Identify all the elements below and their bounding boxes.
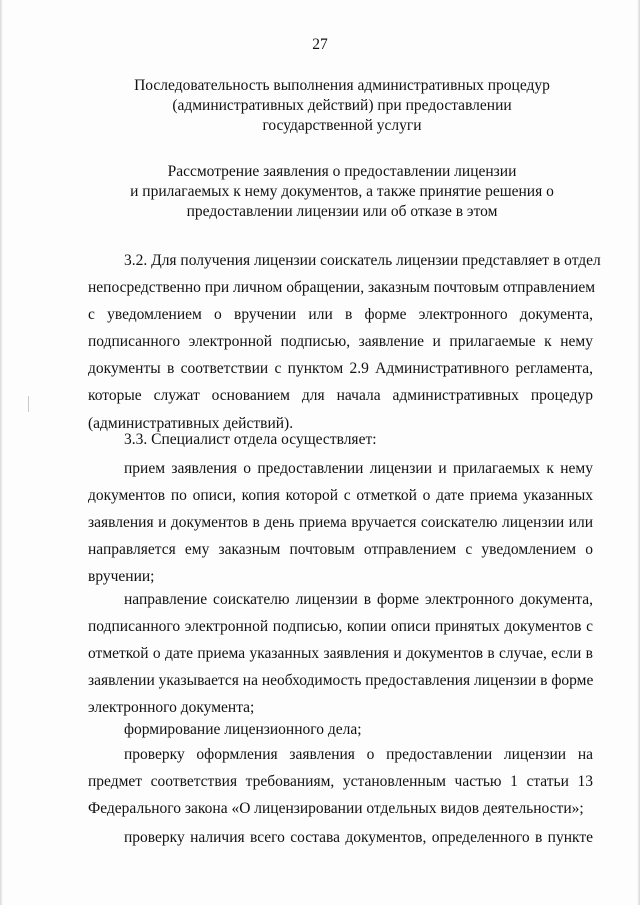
section-heading-line: (административных действий) при предоставлении [172, 97, 512, 114]
section-heading-line: Последовательность выполнения административных процедур [134, 77, 550, 94]
page-number: 27 [312, 36, 328, 53]
paragraph-line: направление соискателю лицензии в форме электронного документа, [124, 591, 593, 608]
paragraph-line: отметкой о дате приема указанных заявления и документов в случае, если в [88, 645, 593, 663]
paragraph-line: 3.3. Специалист отдела осуществляет: [124, 431, 377, 448]
paragraph-line: документы в соответствии с пунктом 2.9 Административного регламента, [88, 360, 593, 378]
paragraph-line: предмет соответствия требованиям, установленным частью 1 статьи 13 [88, 773, 593, 791]
paragraph-line: непосредственно при личном обращении, заказным почтовым отправлением [88, 279, 596, 297]
paragraph-line: (административных действий). [88, 414, 294, 432]
paragraph-line: заявлении указывается на необходимость предоставления лицензии в форме [88, 672, 594, 690]
paragraph-line: подписанного электронной подписью, копии описи принятых документов с [88, 618, 593, 636]
paragraph-line: электронного документа; [88, 699, 255, 717]
paragraph-line: 3.2. Для получения лицензии соискатель лицензии представляет в отдел [124, 252, 601, 269]
subsection-heading-line: и прилагаемых к нему документов, а также принятие решения о [130, 183, 554, 200]
paragraph-line: вручении; [88, 568, 155, 586]
subsection-heading [100, 162, 584, 222]
section-heading [100, 76, 584, 136]
list-item-electronic-copy [88, 586, 593, 721]
scan-mark [28, 396, 29, 412]
paragraph-line: которые служат основанием для начала административных процедур [88, 387, 593, 405]
subsection-heading-line: предоставлении лицензии или об отказе в этом [186, 203, 498, 220]
paragraph-line: направляется ему заказным почтовым отправлением с уведомлением о [88, 541, 593, 559]
paragraph-line: документов по описи, копия которой с отметкой о дате приема указанных [88, 487, 593, 505]
paragraph-line: с уведомлением о вручении или в форме электронного документа, [88, 306, 593, 324]
scan-edge-left [0, 0, 3, 905]
paragraph-line: проверку оформления заявления о предоставлении лицензии на [124, 746, 593, 763]
section-heading-line: государственной услуги [262, 117, 422, 134]
paragraph-line: Федерального закона «О лицензировании отдельных видов деятельности»; [88, 800, 584, 818]
paragraph-line: формирование лицензионного дела; [124, 721, 362, 738]
paragraph-line: прием заявления о предоставлении лицензии и прилагаемых к нему [124, 460, 593, 477]
paragraph-3-3 [88, 426, 593, 453]
list-item-completeness-check [88, 824, 593, 851]
paragraph-3-2 [88, 247, 601, 437]
list-item-case-formation [88, 716, 593, 743]
subsection-heading-line: Рассмотрение заявления о предоставлении лицензии [167, 163, 517, 180]
paragraph-line: заявления и документов в день приема вручается соискателю лицензии или [88, 514, 593, 532]
paragraph-line: подписанного электронной подписью, заявление и прилагаемые к нему [88, 333, 593, 351]
paragraph-line: проверку наличия всего состава документов, определенного в пункте [124, 829, 593, 846]
list-item-form-check [88, 741, 593, 822]
list-item-reception [88, 455, 593, 590]
